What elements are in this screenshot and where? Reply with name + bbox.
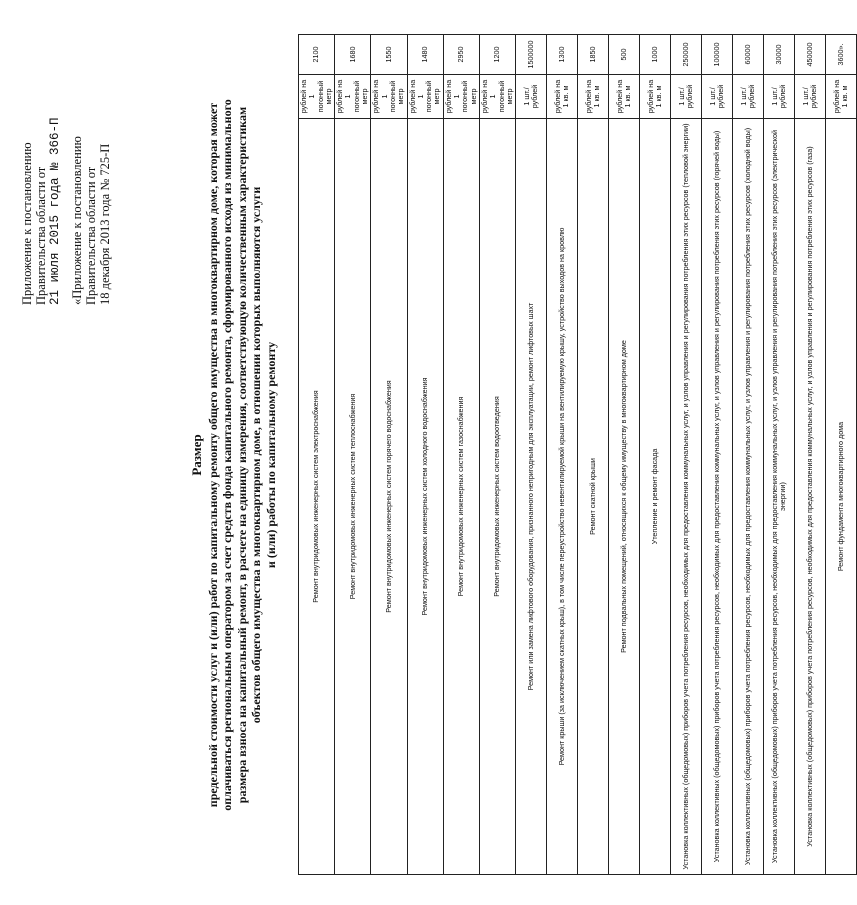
work-name-cell: Ремонт крыши (за исключением скатных крыш), в том числе переустройство невентилируемой крыши на вентилируемую крышу, устройство выходов на кровлю <box>547 119 578 875</box>
work-name-cell: Утепление и ремонт фасада <box>640 119 671 875</box>
attachment-date-line: 21 июля 2015 года № 366-П <box>48 117 62 305</box>
attachment-line: Приложение к постановлению <box>20 142 34 305</box>
table-row <box>609 35 640 875</box>
price-cell: 60000 <box>733 35 764 75</box>
table-row <box>547 35 578 875</box>
price-cell: 2950 <box>443 35 479 75</box>
table-row <box>826 35 857 875</box>
table-row <box>479 35 515 875</box>
work-name-cell: Ремонт скатной крыши <box>578 119 609 875</box>
unit-cell: рублей на 1 кв. м <box>578 75 609 119</box>
unit-cell: рублей на 1 погонный метр <box>407 75 443 119</box>
unit-cell: рублей на 1 кв. м <box>609 75 640 119</box>
table-row <box>578 35 609 875</box>
work-name-cell: Установка коллективных (общедомовых) приборов учета потребления ресурсов, необходимых для предоставления коммунальных услуг, и узлов управления и регулирования потребления этих ресурсов (холодной воды) <box>733 119 764 875</box>
work-name-cell: Ремонт внутридомовых инженерных систем холодного водоснабжения <box>407 119 443 875</box>
work-name-cell: Ремонт подвальных помещений, относящихся к общему имуществу в многоквартирном доме <box>609 119 640 875</box>
table-row <box>671 35 702 875</box>
unit-cell: рублей на 1 кв. м <box>826 75 857 119</box>
unit-cell: 1 шт./ рублей <box>795 75 826 119</box>
unit-cell: рублей на 1 погонный метр <box>371 75 407 119</box>
unit-cell: 1 шт./ рублей <box>516 75 547 119</box>
price-cell: 1000 <box>640 35 671 75</box>
price-cell: 450000 <box>795 35 826 75</box>
document-title <box>190 65 279 845</box>
attachment-line: Правительства области от <box>84 166 98 305</box>
table-row <box>640 35 671 875</box>
title-line: оплачиваться региональным оператором за счет средств фонда капитального ремонта, сформированного исходя из минимального <box>220 99 235 811</box>
work-name-cell: Установка коллективных (общедомовых) приборов учета потребления ресурсов, необходимых для предоставления коммунальных услуг, и узлов управления и регулирования потребления этих ресурсов (тепловой энергии) <box>671 119 702 875</box>
unit-cell: 1 шт./ рублей <box>764 75 795 119</box>
unit-cell: рублей на 1 погонный метр <box>299 75 335 119</box>
unit-cell: рублей на 1 погонный метр <box>335 75 371 119</box>
table-row <box>299 35 335 875</box>
table-row <box>516 35 547 875</box>
work-name-cell: Установка коллективных (общедомовых) приборов учета потребления ресурсов, необходимых для предоставления коммунальных услуг, и узлов управления и регулирования потребления этих ресурсов (газа) <box>795 119 826 875</box>
title-heading: Размер <box>189 434 204 476</box>
unit-cell: 1 шт./ рублей <box>702 75 733 119</box>
table-row <box>795 35 826 875</box>
work-name-cell: Ремонт внутридомовых инженерных систем теплоснабжения <box>335 119 371 875</box>
title-line: объектов общего имущества в многоквартирном доме, в отношении которых выполняются услуги <box>249 186 264 724</box>
unit-cell: рублей на 1 кв. м <box>640 75 671 119</box>
work-name-cell: Ремонт или замена лифтового оборудования, признанного непригодным для эксплуатации, ремонт лифтовых шахт <box>516 119 547 875</box>
table-row <box>371 35 407 875</box>
table-row <box>733 35 764 875</box>
attachment-note <box>20 15 112 305</box>
unit-cell: рублей на 1 погонный метр <box>443 75 479 119</box>
table-row <box>407 35 443 875</box>
title-line: предельной стоимости услуг и (или) работ по капитальному ремонту общего имущества в многоквартирном доме, которая может <box>205 102 220 808</box>
work-name-cell: Ремонт фундамента многоквартирного дома <box>826 119 857 875</box>
work-name-cell: Ремонт внутридомовых инженерных систем газоснабжения <box>443 119 479 875</box>
price-cell: 100000 <box>702 35 733 75</box>
price-cell: 2100 <box>299 35 335 75</box>
price-cell: 1300 <box>547 35 578 75</box>
work-name-cell: Установка коллективных (общедомовых) приборов учета потребления ресурсов, необходимых для предоставления коммунальных услуг, и узлов управления и регулирования потребления этих ресурсов (горячей воды) <box>702 119 733 875</box>
unit-cell: 1 шт./ рублей <box>733 75 764 119</box>
price-cell: 1480 <box>407 35 443 75</box>
price-cell: 1550 <box>371 35 407 75</box>
price-cell: 250000 <box>671 35 702 75</box>
unit-cell: рублей на 1 кв. м <box>547 75 578 119</box>
price-cell: 1680 <box>335 35 371 75</box>
work-name-cell: Ремонт внутридомовых инженерных систем горячего водоснабжения <box>371 119 407 875</box>
table-row <box>335 35 371 875</box>
table-row <box>443 35 479 875</box>
title-line: и (или) работы по капитальному ремонту <box>263 341 278 569</box>
price-cell: 1850 <box>578 35 609 75</box>
unit-cell: рублей на 1 погонный метр <box>479 75 515 119</box>
work-name-cell: Ремонт внутридомовых инженерных систем водоотведения <box>479 119 515 875</box>
price-cell: 3600». <box>826 35 857 75</box>
work-name-cell: Ремонт внутридомовых инженерных систем электроснабжения <box>299 119 335 875</box>
unit-cell: 1 шт./ рублей <box>671 75 702 119</box>
price-cell: 30000 <box>764 35 795 75</box>
attachment-line: 18 декабря 2013 года № 725-П <box>98 143 112 305</box>
attachment-line: Правительства области от <box>34 166 48 305</box>
attachment-line: «Приложение к постановлению <box>70 136 84 305</box>
price-cell: 1200 <box>479 35 515 75</box>
price-cell: 500 <box>609 35 640 75</box>
table-row <box>764 35 795 875</box>
title-line: размера взноса на капитальный ремонт, в расчете на единицу измерения, соответствующую количественным характеристикам <box>234 106 249 804</box>
cost-table <box>298 34 857 875</box>
work-name-cell: Установка коллективных (общедомовых) приборов учета потребления ресурсов, необходимых для предоставления коммунальных услуг, и узлов управления и регулирования потребления этих ресурсов (электрической энергии) <box>764 119 795 875</box>
price-cell: 1500000 <box>516 35 547 75</box>
table-row <box>702 35 733 875</box>
